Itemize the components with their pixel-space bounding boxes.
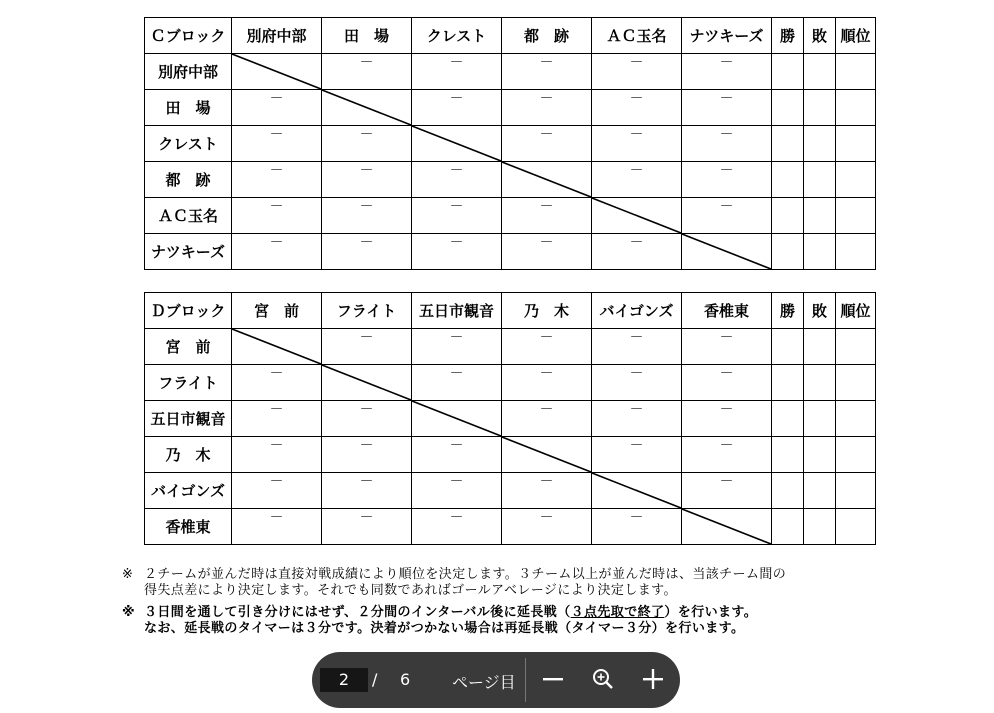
empty-mark: － [269,510,284,526]
wins-cell [772,126,804,162]
plus-icon [640,666,666,692]
score-cell [412,365,502,401]
wins-cell [772,90,804,126]
empty-mark: － [539,474,554,490]
score-cell [322,234,412,270]
page-label: ページ目 [452,673,516,692]
row-team-name: ナツキーズ [145,234,232,270]
losses-cell [804,90,836,126]
column-team-name: ＡＣ玉名 [592,18,682,54]
team-row [145,329,876,365]
score-cell [682,90,772,126]
score-cell [322,126,412,162]
note2-underline: ３点先取で終了 [570,605,665,620]
column-team-name: バイゴンズ [592,293,682,329]
score-cell [232,401,322,437]
note2-line1-a: ３日間を通して引き分けにはせず、２分間のインターバル後に延長戦（ [144,605,571,620]
score-cell [232,198,322,234]
row-team-name: 五日市観音 [145,401,232,437]
diagonal-cell [502,437,592,473]
column-team-name: 都 跡 [502,18,592,54]
diagonal-line [232,329,321,364]
wins-cell [772,54,804,90]
page-number-input[interactable]: 2 [320,668,368,692]
empty-mark: － [449,91,464,107]
row-team-name: 田 場 [145,90,232,126]
empty-mark: － [719,366,734,382]
diagonal-line [322,365,411,400]
diagonal-line [322,90,411,125]
empty-mark: － [539,127,554,143]
team-row [145,365,876,401]
empty-mark: － [449,510,464,526]
diagonal-cell [322,365,412,401]
diagonal-cell [592,198,682,234]
row-team-name: 別府中部 [145,54,232,90]
row-team-name: クレスト [145,126,232,162]
empty-mark: － [629,510,644,526]
zoom-in-button[interactable] [640,666,666,692]
wins-cell [772,329,804,365]
note-overtime [122,605,942,637]
empty-mark: － [449,55,464,71]
team-row [145,473,876,509]
diagonal-cell [502,162,592,198]
toolbar-divider [525,658,526,702]
row-team-name: 乃 木 [145,437,232,473]
c-block-table [144,17,876,270]
empty-mark: － [449,235,464,251]
rank-cell [836,401,876,437]
empty-mark: － [359,163,374,179]
empty-mark: － [269,402,284,418]
wins-cell [772,365,804,401]
rank-cell [836,198,876,234]
empty-mark: － [629,55,644,71]
note2-line1-b: ）を行います。 [664,605,758,620]
block-label: Ｄブロック [145,293,232,329]
losses-cell [804,329,836,365]
pdf-toolbar [312,652,680,708]
score-cell [592,365,682,401]
losses-cell [804,54,836,90]
empty-mark: － [629,163,644,179]
column-team-name: 田 場 [322,18,412,54]
empty-mark: － [449,438,464,454]
score-cell [322,162,412,198]
score-cell [412,162,502,198]
empty-mark: － [719,199,734,215]
empty-mark: － [539,235,554,251]
empty-mark: － [449,366,464,382]
zoom-button[interactable] [590,666,616,692]
empty-mark: － [269,163,284,179]
score-cell [412,437,502,473]
row-team-name: 香椎東 [145,509,232,545]
row-team-name: バイゴンズ [145,473,232,509]
empty-mark: － [359,330,374,346]
score-cell [502,365,592,401]
losses-cell [804,198,836,234]
row-team-name: ＡＣ玉名 [145,198,232,234]
diagonal-line [592,473,681,508]
empty-mark: － [269,91,284,107]
row-team-name: 宮 前 [145,329,232,365]
empty-mark: － [539,510,554,526]
diagonal-cell [412,126,502,162]
score-cell [322,437,412,473]
score-cell [322,54,412,90]
column-header: 敗 [804,293,836,329]
losses-cell [804,234,836,270]
team-row [145,234,876,270]
empty-mark: － [629,330,644,346]
losses-cell [804,162,836,198]
score-cell [232,234,322,270]
empty-mark: － [269,366,284,382]
row-team-name: 都 跡 [145,162,232,198]
score-cell [592,54,682,90]
losses-cell [804,509,836,545]
score-cell [592,509,682,545]
total-pages: 6 [400,670,411,689]
score-cell [682,401,772,437]
empty-mark: － [269,199,284,215]
score-cell [592,437,682,473]
wins-cell [772,162,804,198]
rank-cell [836,234,876,270]
rank-cell [836,90,876,126]
empty-mark: － [539,91,554,107]
empty-mark: － [719,330,734,346]
diagonal-cell [412,401,502,437]
zoom-in-icon [590,666,616,692]
wins-cell [772,509,804,545]
column-team-name: 乃 木 [502,293,592,329]
column-team-name: 別府中部 [232,18,322,54]
column-header: 順位 [836,293,876,329]
empty-mark: － [629,127,644,143]
rank-cell [836,365,876,401]
empty-mark: － [629,91,644,107]
empty-mark: － [539,366,554,382]
score-cell [682,437,772,473]
notes [122,567,942,637]
empty-mark: － [629,438,644,454]
losses-cell [804,437,836,473]
diagonal-line [412,401,501,436]
empty-mark: － [359,199,374,215]
team-row [145,54,876,90]
rank-cell [836,162,876,198]
note-symbol: ※ [122,567,134,582]
score-cell [412,473,502,509]
column-team-name: 香椎東 [682,293,772,329]
score-cell [322,401,412,437]
losses-cell [804,365,836,401]
score-cell [502,509,592,545]
empty-mark: － [359,235,374,251]
team-row [145,198,876,234]
score-cell [502,401,592,437]
diagonal-cell [232,54,322,90]
empty-mark: － [269,438,284,454]
rank-cell [836,329,876,365]
score-cell [232,509,322,545]
note1-line2: 得失点差により決定します。それでも同数であればゴールアベレージにより決定します。 [144,583,677,598]
team-row [145,437,876,473]
empty-mark: － [539,55,554,71]
score-cell [592,329,682,365]
score-cell [502,54,592,90]
rank-cell [836,54,876,90]
diagonal-line [502,162,591,197]
diagonal-cell [592,473,682,509]
team-row [145,162,876,198]
empty-mark: － [359,127,374,143]
score-cell [412,234,502,270]
rank-cell [836,509,876,545]
column-team-name: フライト [322,293,412,329]
note-tiebreak [122,567,942,599]
score-cell [232,90,322,126]
empty-mark: － [359,438,374,454]
wins-cell [772,437,804,473]
score-cell [682,162,772,198]
empty-mark: － [269,127,284,143]
rank-cell [836,126,876,162]
diagonal-cell [232,329,322,365]
score-cell [232,126,322,162]
empty-mark: － [269,235,284,251]
empty-mark: － [449,163,464,179]
score-cell [682,126,772,162]
empty-mark: － [449,474,464,490]
diagonal-line [682,234,771,269]
score-cell [502,198,592,234]
score-cell [412,90,502,126]
empty-mark: － [719,402,734,418]
column-header: 勝 [772,293,804,329]
diagonal-line [412,126,501,161]
wins-cell [772,401,804,437]
empty-mark: － [359,510,374,526]
team-row [145,90,876,126]
diagonal-line [682,509,771,544]
score-cell [232,473,322,509]
losses-cell [804,401,836,437]
score-cell [232,437,322,473]
score-cell [592,401,682,437]
empty-mark: － [719,127,734,143]
score-cell [232,365,322,401]
column-team-name: ナツキーズ [682,18,772,54]
empty-mark: － [449,199,464,215]
minus-icon [540,666,566,692]
note1-line1: ２チームが並んだ時は直接対戦成績により順位を決定します。３チーム以上が並んだ時は、当該チーム間の [144,567,787,582]
team-row [145,509,876,545]
score-cell [322,509,412,545]
empty-mark: － [359,55,374,71]
diagonal-line [592,198,681,233]
losses-cell [804,473,836,509]
score-cell [322,198,412,234]
losses-cell [804,126,836,162]
diagonal-line [232,54,321,89]
empty-mark: － [629,366,644,382]
score-cell [412,198,502,234]
score-cell [232,162,322,198]
empty-mark: － [719,438,734,454]
header-row [145,293,876,329]
empty-mark: － [719,55,734,71]
empty-mark: － [359,402,374,418]
empty-mark: － [719,91,734,107]
row-team-name: フライト [145,365,232,401]
column-header: 勝 [772,18,804,54]
rank-cell [836,437,876,473]
score-cell [412,54,502,90]
score-cell [682,329,772,365]
empty-mark: － [629,402,644,418]
column-header: 順位 [836,18,876,54]
zoom-out-button[interactable] [540,666,566,692]
score-cell [682,473,772,509]
diagonal-cell [322,90,412,126]
score-cell [592,234,682,270]
score-cell [502,329,592,365]
score-cell [682,365,772,401]
diagonal-line [502,437,591,472]
column-team-name: クレスト [412,18,502,54]
column-team-name: 宮 前 [232,293,322,329]
score-cell [322,473,412,509]
column-team-name: 五日市観音 [412,293,502,329]
block-label: Ｃブロック [145,18,232,54]
team-row [145,401,876,437]
score-cell [682,198,772,234]
column-header: 敗 [804,18,836,54]
d-block-table [144,292,876,545]
score-cell [502,90,592,126]
empty-mark: － [449,330,464,346]
score-cell [502,473,592,509]
note-symbol: ※ [122,605,136,620]
score-cell [592,90,682,126]
score-cell [412,329,502,365]
empty-mark: － [629,235,644,251]
wins-cell [772,198,804,234]
score-cell [682,54,772,90]
score-cell [322,329,412,365]
empty-mark: － [539,199,554,215]
empty-mark: － [359,474,374,490]
rank-cell [836,473,876,509]
empty-mark: － [719,474,734,490]
empty-mark: － [539,330,554,346]
score-cell [592,126,682,162]
empty-mark: － [719,163,734,179]
empty-mark: － [539,402,554,418]
wins-cell [772,234,804,270]
note2-line2: なお、延長戦のタイマーは３分です。決着がつかない場合は再延長戦（タイマー３分）を行います。 [144,621,745,636]
score-cell [502,234,592,270]
header-row [145,18,876,54]
score-cell [592,162,682,198]
diagonal-cell [682,509,772,545]
team-row [145,126,876,162]
wins-cell [772,473,804,509]
score-cell [412,509,502,545]
page-separator: / [372,670,378,689]
score-cell [502,126,592,162]
diagonal-cell [682,234,772,270]
empty-mark: － [269,474,284,490]
